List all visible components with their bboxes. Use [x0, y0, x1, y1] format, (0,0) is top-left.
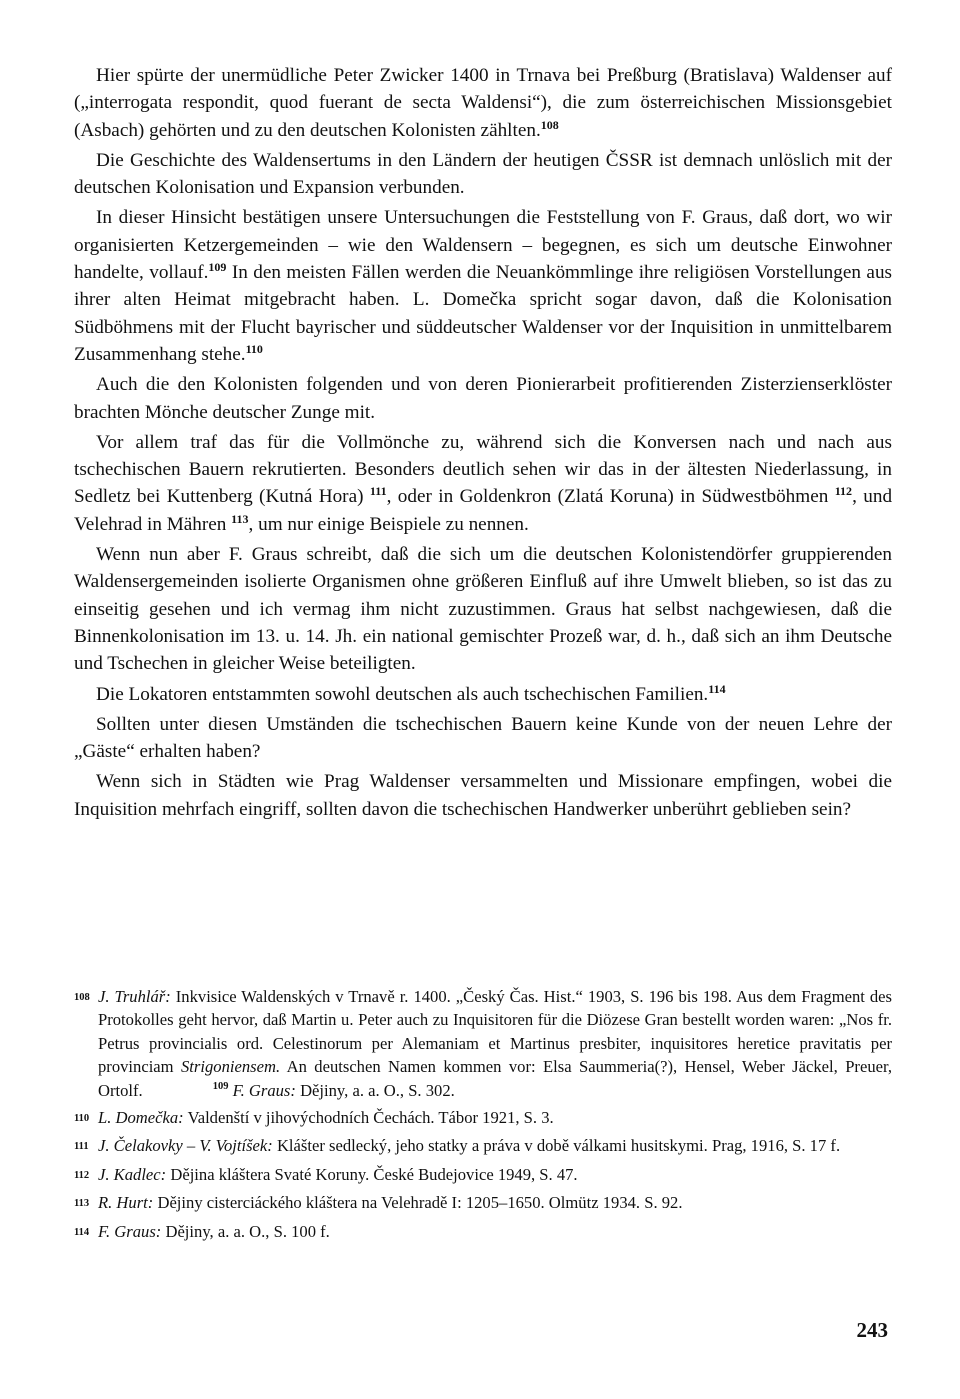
- footnote-author: J. Kadlec:: [98, 1164, 167, 1184]
- footnote-text: [98, 1163, 892, 1187]
- footnote-text: [98, 985, 892, 1102]
- paragraph-text: Die Lokatoren entstammten sowohl deutschen als auch tschechischen Familien.: [96, 683, 709, 705]
- paragraph: [74, 711, 892, 766]
- footnote-number: 109: [212, 1080, 229, 1092]
- footnote-number: 112: [74, 1169, 90, 1181]
- paragraph: [74, 541, 892, 677]
- footnote-author: J. Čelakovky – V. Vojtíšek:: [98, 1136, 273, 1156]
- paragraph-text: In den meisten Fällen werden die Neuankömmlinge ihre religiösen Vorstellungen aus ihrer alten Heimat mitgebracht haben. L. Domečka spricht sogar davon, daß die Kolonisation Südböhmens mit der Flucht bayrischer und süddeutscher Waldenser vor der Inquisition in unmittelbarem Zusammenhang stehe.: [74, 262, 893, 365]
- footnotes: [74, 985, 892, 1248]
- footnote-body: Klášter sedlecký, jeho statky a práva v době válkami husitskymi. Prag, 1916, S. 17 f.: [272, 1136, 841, 1156]
- footnote-body: Dějiny, a. a. O., S. 302.: [295, 1080, 455, 1100]
- paragraph: [74, 147, 892, 202]
- paragraph: [74, 681, 892, 708]
- paragraph-text: Wenn sich in Städten wie Prag Waldenser versammelten und Missionare empfingen, wobei die Inquisition mehrfach eingriff, sollten davon die tschechischen Handwerker unberührt geblieben sein?: [74, 771, 892, 820]
- footnote-author: F. Graus:: [98, 1221, 162, 1241]
- footnote-ref: 109: [208, 260, 227, 275]
- footnote-ref: 111: [369, 484, 387, 499]
- footnote-body: Dějina kláštera Svaté Koruny. České Budejovice 1949, S. 47.: [166, 1164, 578, 1184]
- footnote-number: 113: [74, 1198, 90, 1210]
- paragraph: [74, 768, 892, 823]
- footnote-text: [98, 1220, 892, 1244]
- paragraph-text: , und Velehrad in Mähren: [74, 486, 893, 535]
- footnote-ref: 112: [834, 484, 853, 499]
- paragraph-text: Hier spürte der unermüdliche Peter Zwicker 1400 in Trnava bei Preßburg (Bratislava) Waldenser auf („interrogata respondit, quod fuerant de secta Waldensi“), die zum österreichischen Missionsgebiet (Asbach) gehörten und zu den deutschen Kolonisten zählten.: [74, 65, 892, 141]
- footnote: [74, 1106, 892, 1130]
- body-text: [74, 62, 892, 826]
- footnote-text: [98, 1106, 892, 1130]
- paragraph: [74, 429, 892, 538]
- paragraph-text: Sollten unter diesen Umständen die tschechischen Bauern keine Kunde von der neuen Lehre der „Gäste“ erhalten haben?: [74, 713, 892, 763]
- paragraph-text: Die Geschichte des Waldensertums in den Ländern der heutigen ČSSR ist demnach unlöslich mit der deutschen Kolonisation und Expansion verbunden.: [74, 149, 892, 199]
- footnote-author: L. Domečka:: [98, 1108, 184, 1128]
- footnote-body: Dějiny, a. a. O., S. 100 f.: [161, 1221, 330, 1241]
- footnote-body: Inkvisice Waldenských v Trnavě r. 1400. „Český Čas. Hist.“ 1903, S. 196 bis 198. Aus dem Fragment des Protokolles geht hervor, daß Martin u. Peter auch zu Inquisitoren für die Diözese Gran bestellt worden waren: „Nos fr. Petrus provincialis ord. Celestinorum per Alemaniam et Martinus presbiter, inquisitores heretice pravitatis per provinciam: [98, 987, 892, 1077]
- footnote-body: Dějiny cisterciáckého kláštera na Velehradě I: 1205–1650. Olmütz 1934. S. 92.: [153, 1193, 683, 1213]
- paragraph-text: , oder in Goldenkron (Zlatá Koruna) in Südwestböhmen: [386, 486, 829, 508]
- footnote: [74, 1191, 892, 1215]
- paragraph-text: Wenn nun aber F. Graus schreibt, daß die sich um die deutschen Kolonistendörfer gruppierenden Waldensergemeinden isolierte Organismen ohne größeren Einfluß auf ihre Umwelt blieben, so ist das zu einseitig gesehen und ich vermag ihm nicht zuzustimmen. Graus hat selbst nachgewiesen, daß die Binnenkolonisation im 13. u. 14. Jh. ein national gemischter Prozeß war, d. h., daß sich an ihm Deutsche und Tschechen in gleicher Weise beteiligten.: [74, 544, 892, 675]
- footnote: [74, 985, 892, 1102]
- footnote-italic: Strigoniensem.: [181, 1057, 281, 1077]
- footnote-number: 111: [74, 1141, 89, 1153]
- footnote: [74, 1134, 892, 1158]
- footnote-text: [98, 1191, 892, 1215]
- footnote-number: 108: [74, 992, 90, 1003]
- footnote-author: F. Graus:: [232, 1080, 296, 1100]
- paragraph-text: In dieser Hinsicht bestätigen unsere Untersuchungen die Feststellung von F. Graus, daß dort, wo wir organisierten Ketzergemeinden – wie den Waldensern – begegnen, es sich um deutsche Einwohner handelte, vollauf.: [74, 207, 892, 284]
- footnote-ref: 113: [231, 511, 249, 526]
- paragraph-text: Auch die den Kolonisten folgenden und von deren Pionierarbeit profitierenden Zisterzienserklöster brachten Mönche deutscher Zunge mit.: [74, 374, 892, 423]
- footnote-text: [98, 1134, 892, 1158]
- footnote-number: 114: [74, 1226, 90, 1238]
- footnote-body: An deutschen Namen kommen vor: Elsa Saummeria(?), Hensel, Weber Jäckel, Preuer, Ortolf.: [98, 1057, 892, 1100]
- page-number: 243: [856, 1318, 888, 1342]
- footnote-ref: 108: [540, 117, 559, 132]
- footnote-body: Valdenští v jihovýchodních Čechách. Tábor 1921, S. 3.: [183, 1108, 554, 1128]
- paragraph: [74, 204, 892, 368]
- paragraph-text: , um nur einige Beispiele zu nennen.: [248, 513, 529, 535]
- paragraph-text: Vor allem traf das für die Vollmönche zu, während sich die Konversen nach und nach aus tschechischen Bauern rekrutierten. Besonders deutlich sehen wir das in der ältesten Niederlassung, in Sedletz bei Kuttenberg (Kutná Hora): [74, 431, 892, 508]
- paragraph: [74, 62, 892, 144]
- footnote-ref: 110: [245, 341, 263, 356]
- footnote-author: J. Truhlář:: [98, 987, 171, 1006]
- footnote: [74, 1163, 892, 1187]
- footnote-author: R. Hurt:: [98, 1193, 154, 1213]
- footnote: [74, 1220, 892, 1244]
- paragraph: [74, 371, 892, 426]
- footnote-ref: 114: [708, 681, 726, 696]
- footnote-number: 110: [74, 1113, 90, 1125]
